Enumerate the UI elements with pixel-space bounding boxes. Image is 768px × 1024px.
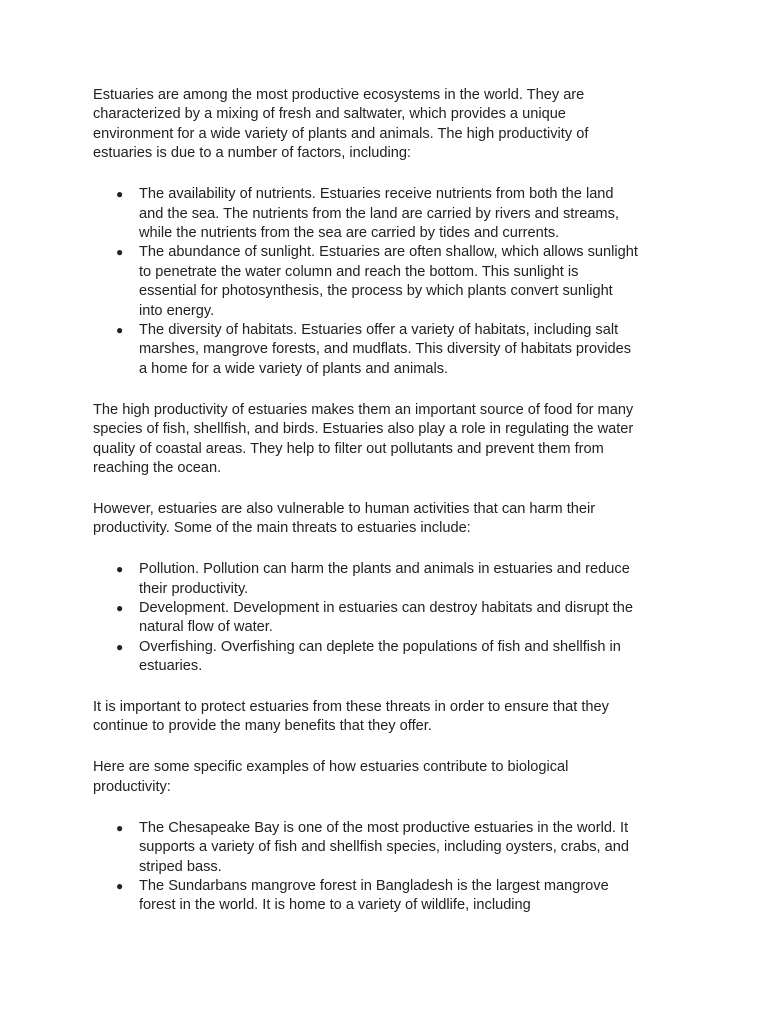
body-paragraph: However, estuaries are also vulnerable to human activities that can harm their productivity. Some of the main threats to estuaries include: (93, 500, 596, 537)
bulleted-list (93, 185, 638, 379)
list-item-text: Overfishing. Overfishing can deplete the populations of fish and shellfish in estuaries. (139, 638, 621, 675)
list-item (93, 185, 638, 243)
body-paragraph: Estuaries are among the most productive ecosystems in the world. They are characterized by a mixing of fresh and saltwater, which provides a unique environment for a wide variety of plants and animals. The high productivity of estuaries is due to a number of factors, including: (93, 87, 589, 162)
body-paragraph: It is important to protect estuaries from these threats in order to ensure that they continue to provide the many benefits that they offer. (93, 699, 609, 735)
list-item (93, 877, 638, 916)
bullet-icon: ● (116, 820, 124, 835)
list-item (93, 560, 638, 599)
bullet-icon: ● (116, 600, 124, 615)
list-item-text: Pollution. Pollution can harm the plants and animals in estuaries and reduce their productivity. (139, 561, 630, 597)
body-paragraph: The high productivity of estuaries makes them an important source of food for many species of fish, shellfish, and birds. Estuaries also play a role in regulating the water quality of coastal areas. They help to filter out pollutants and prevent them from reaching the ocean. (93, 401, 634, 476)
bullet-icon: ● (116, 322, 124, 337)
bullet-icon: ● (116, 562, 124, 577)
document-page (93, 86, 638, 937)
list-item-text: The Chesapeake Bay is one of the most productive estuaries in the world. It supports a variety of fish and shellfish species, including oysters, crabs, and striped bass. (139, 819, 629, 875)
list-item (93, 819, 638, 877)
bullet-icon: ● (116, 639, 124, 654)
list-item-text: Development. Development in estuaries can destroy habitats and disrupt the natural flow of water. (139, 599, 634, 636)
bullet-icon: ● (116, 245, 124, 260)
list-item (93, 321, 638, 379)
list-item-text: The diversity of habitats. Estuaries offer a variety of habitats, including salt marshes, mangrove forests, and mudflats. This diversity of habitats provides a home for a wide variety of plants and animals. (139, 321, 632, 377)
bullet-icon: ● (116, 187, 124, 202)
list-item (93, 599, 638, 638)
body-paragraph: Here are some specific examples of how estuaries contribute to biological productivity: (93, 759, 569, 795)
list-item (93, 243, 638, 321)
bulleted-list (93, 560, 638, 676)
list-item-text: The availability of nutrients. Estuaries receive nutrients from both the land and the sea. The nutrients from the land are carried by rivers and streams, while the nutrients from the sea are carried by tides and currents. (139, 186, 619, 241)
list-item-text: The abundance of sunlight. Estuaries are often shallow, which allows sunlight to penetrate the water column and reach the bottom. This sunlight is essential for photosynthesis, the process by which plants convert sunlight into energy. (139, 244, 638, 319)
bulleted-list (93, 819, 638, 916)
list-item (93, 638, 638, 677)
list-item-text: The Sundarbans mangrove forest in Bangladesh is the largest mangrove forest in the world. It is home to a variety of wildlife, including (139, 877, 609, 914)
bullet-icon: ● (116, 878, 124, 893)
